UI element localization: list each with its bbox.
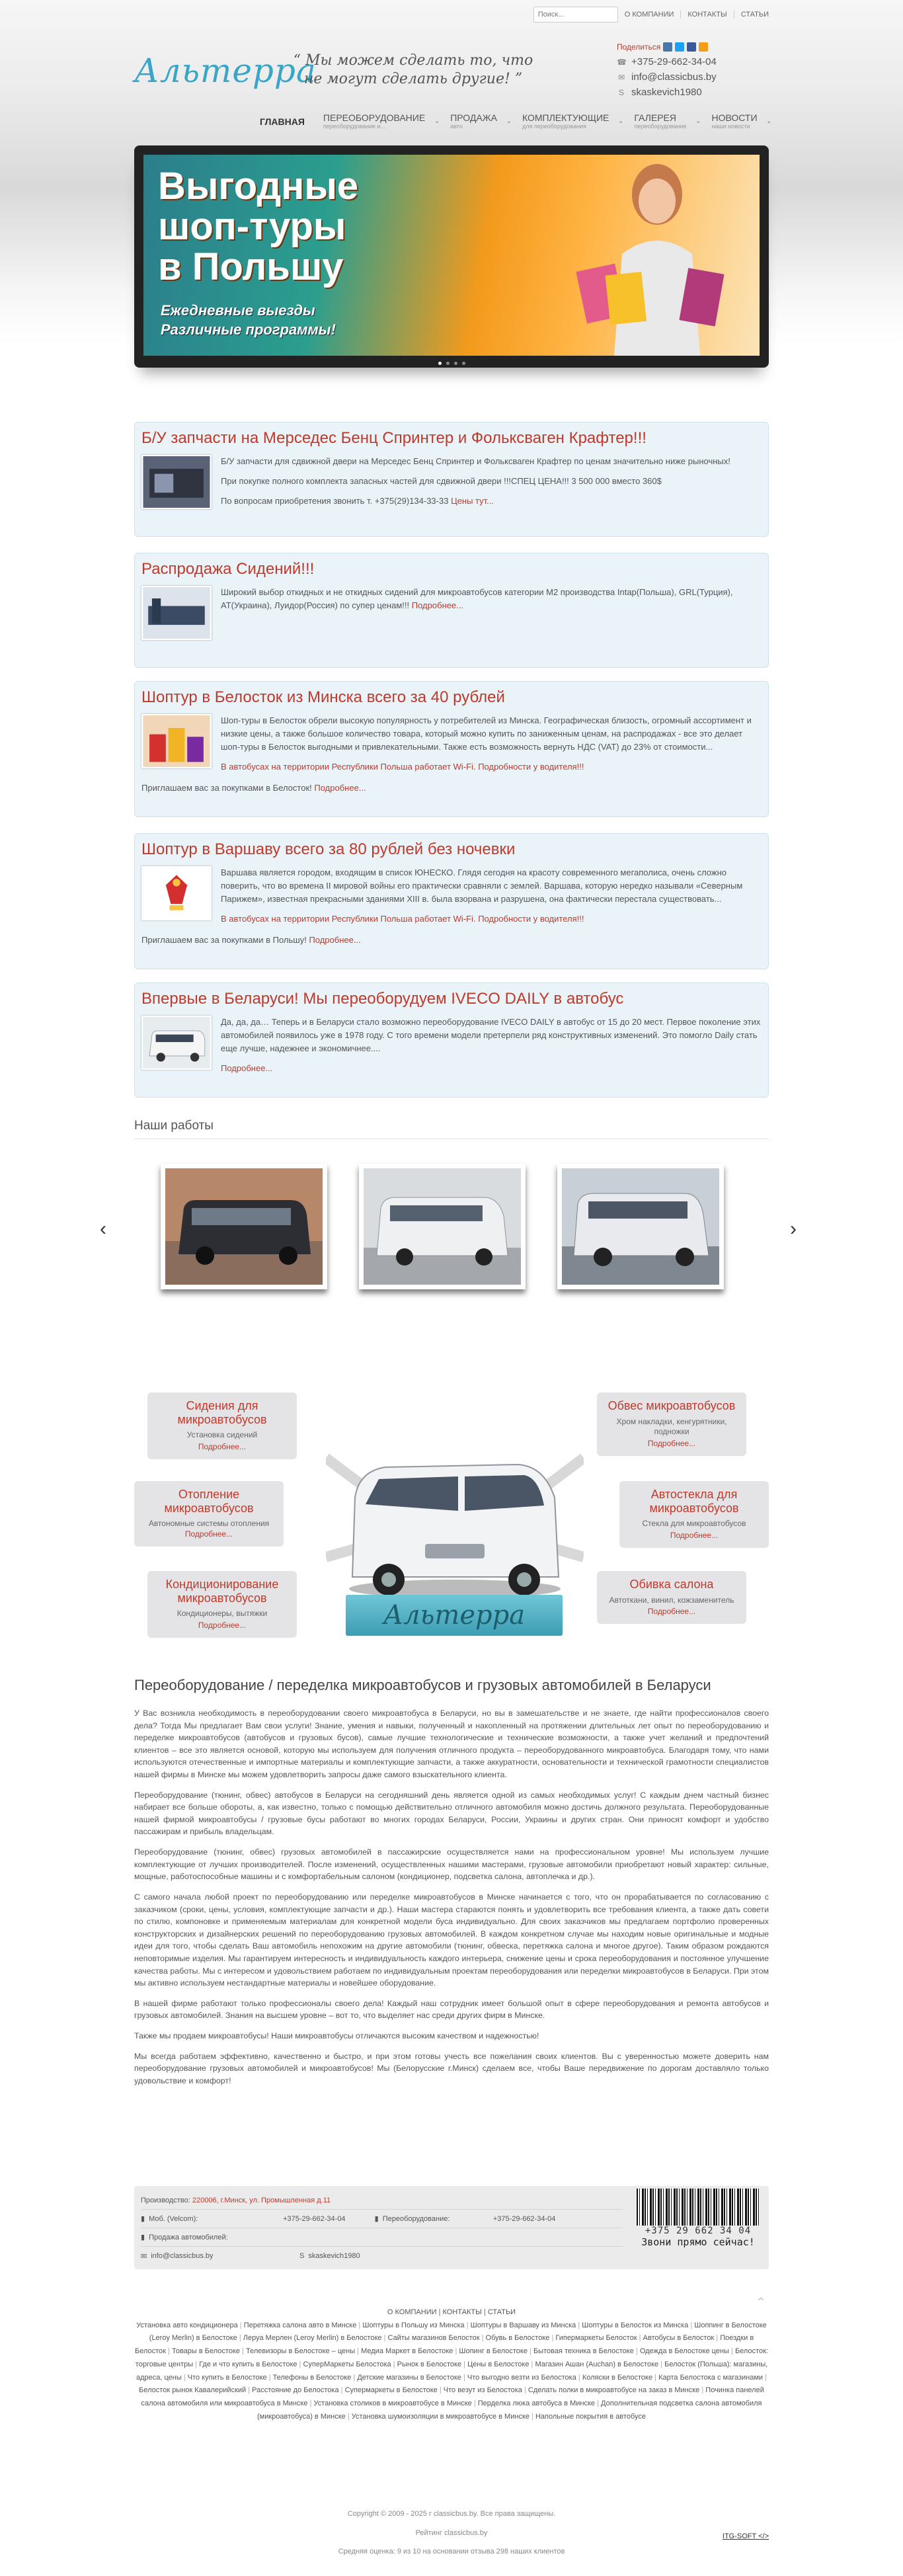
footer-seo-link[interactable]: Карта Белостока с магазинами | [658,2374,767,2382]
news-text: Б/У запчасти для сдвижной двери на Мерседес Бенц Спринтер и Фольксваген Крафтер по ценам значительно ниже рыночных! [221,456,730,466]
footer-seo-link[interactable]: Рынок в Белостоке | [397,2360,467,2368]
developer-link[interactable]: ITG-SOFT </> [722,2532,769,2540]
footer-seo-link[interactable]: Белосток (Польша): магазины, адреса, цены | [136,2360,767,2382]
seo-paragraph: Переоборудование (тюнинг, обвес) автобусов в Беларуси на сегодняшний день является одной из самых необходимых услуг! С каждым днем частный бизнес набирает все больше обороты, а, как известно, только с помощью действительно отличного автомобиля можно достичь должного результата. Переоборудованные нашей фирмой микроавтобусы / грузовые бусы работают во многих городах Беларуси, России, Украины и других стран. Они приносят комфорт и удобство пассажирам и прибыль владельцам. [134,1790,769,1837]
footer-seo-link[interactable]: Расстояние до Белостока | [252,2386,344,2394]
nav-item-news[interactable] [703,112,773,130]
rating-line: Рейтинг classicbus.by [415,2528,488,2537]
footer-seo-link[interactable]: Цены в Белостоке | [467,2360,535,2368]
works-title: Наши работы [134,1119,214,1133]
service-title[interactable]: Сидения для микроавтобусов [177,1399,267,1426]
chevron-down-icon: ⌄ [766,118,772,125]
email-cell [141,2252,299,2261]
footer-seo-link[interactable]: Что купить в Белостоке | [188,2374,273,2382]
news-thumbnail[interactable] [141,866,212,920]
footer-top-links: О КОМПАНИИ | КОНТАКТЫ | СТАТЬИ [387,2308,516,2316]
skype-cell [299,2252,445,2260]
seo-text [134,1707,769,2095]
news-more-link[interactable]: Подробнее... [411,600,463,610]
footer-links [134,2306,769,2423]
mob-cell [141,2214,283,2223]
service-more-link[interactable]: Подробнее... [670,1530,719,1540]
slogan: “ Мы можем сделать то, что не могут сделать другие! ” [293,52,533,87]
slide-title-line: в Польшу [158,245,344,288]
news-text: Шоп-туры в Белосток обрели высокую популярность у потребителей из Минска. Географическая близость, огромный ассортимент и низкие цены, а также большое количество товара, который можно купить по заниженным ценам, на распродажах - все это делает шоп-туры в Белосток выгодными и привлекательными. Также есть возможность вернуть НДС (VAT) до 23% от стоимости... [221,715,752,752]
nav-label: ПЕРЕОБОРУДОВАНИЕ [323,112,426,123]
service-card[interactable] [147,1392,297,1459]
news-text: При покупке полного комплекта запасных частей для сдвижной двери !!!СПЕЦ ЦЕНА!!! 3 500 000 вместо 360$ [221,475,662,486]
phone-barcode [637,2189,760,2248]
nav-sub: наши новости [711,123,750,130]
service-desc: Установка сидений [186,1430,258,1440]
work-photo[interactable] [359,1164,526,1289]
seo-paragraph: В нашей фирме работают только профессионалы своего дела! Каждый наш сотрудник имеет большой опыт в сфере переоборудования и ремонта автобусов и грузовых автомобилей. Знания на высшем уровне – вот то, что выделяет нас среди других фирм в Минске. [134,1998,769,2021]
mobile-icon: ▮ [141,2234,145,2241]
slide-sub-line: Различные программы! [161,321,336,338]
skype-row [617,85,717,100]
phone-icon: ☎ [617,57,627,67]
footer-seo-link[interactable]: Одежда в Белостоке цены | [640,2347,735,2355]
twitter-icon[interactable] [675,42,684,52]
footer-seo-link[interactable]: Шоппинг в Белостоке (Leroy Merlin) в Белостоке | [149,2321,767,2343]
news-text: По вопросам приобретения звонить т. +375(29)134-33-33 [221,496,451,506]
service-desc: Автоткани, винил, кожзаменитель [609,1595,734,1605]
footer-seo-link[interactable]: Товары в Белостоке | [172,2347,246,2355]
wifi-notice: В автобусах на территории Республики Польша работает Wi-Fi. Подробности у водителя!!! [221,762,584,772]
header-phone[interactable]: +375-29-662-34-04 [631,56,717,67]
footer-seo-link[interactable]: Что выгодно везти из Белостока | [467,2374,582,2382]
footer-seo-link[interactable]: Шоптуры в Варшаву из Минска | [471,2321,582,2329]
footer-row [141,2228,623,2247]
footer-seo-link[interactable]: Телевизоры в Белостоке – цены | [246,2347,361,2355]
nav-item-gallery[interactable] [625,112,702,130]
slide-title-line: Выгодные [158,165,359,208]
news-text: Широкий выбор откидных и не откидных сидений для микроавтобусов категории М2 производства Intap(Польша), GRL(Турция), AT(Украина), Луидор(Россия) по супер ценам!!! [221,586,733,610]
footer-seo-link[interactable]: Бытовая техника в Белостоке | [533,2347,640,2355]
news-more-link[interactable]: Цены тут... [451,496,494,506]
nav-sub: переоборудование [634,123,687,130]
ribbon-logo: Альтерра [346,1595,563,1636]
service-title[interactable]: Обвес микроавтобусов [608,1399,736,1412]
footer-seo-link[interactable]: Шоптуры в Польшу из Минска | [362,2321,470,2329]
nav-item-sale[interactable] [441,112,513,130]
footer-seo-link[interactable]: Телефоны в Белостоке | [273,2374,358,2382]
header-skype[interactable]: skaskevich1980 [631,87,702,98]
footer-row [141,2247,623,2265]
toplink-contacts[interactable]: КОНТАКТЫ [687,11,727,19]
work-photo[interactable] [161,1164,327,1289]
footer-seo-link[interactable]: Перделка люка автобуса в Минске | [478,2399,601,2407]
news-item [134,983,769,1098]
copyright-line: Copyright © 2009 - 2025 г classicbus.by. Все права защищены. [347,2510,556,2518]
skype-icon: S [618,87,624,97]
news-item [134,833,769,969]
site-logo[interactable]: Альтерра [134,52,317,90]
footer-link-contacts[interactable]: КОНТАКТЫ [442,2308,482,2316]
nav-item-reequipment[interactable] [314,112,441,130]
reequip-phone[interactable]: +375-29-662-34-04 [492,2214,556,2223]
skype-icon: S [299,2252,305,2260]
carousel-next-button[interactable]: › [790,1218,797,1240]
production-address[interactable]: 220006, г.Минск, ул. Промышленная д.11 [192,2196,331,2204]
seo-paragraph: Переоборудование (тюнинг, обвес) грузовых автомобилей в пассажирские осуществляется нами на профессиональном уровне! Мы используем лучшие комплектующие от лучших производителей. После изменений, осуществленных нашими мастерами, грузовые автомобили приобретают новый характер: сильные, мощные, работоспособные машины и с комфортабельным салоном (кондиционер, подсветка салона, автоплечка и др.). [134,1847,769,1882]
news-more-link[interactable]: Подробнее... [309,935,361,946]
seo-title: Переоборудование / переделка микроавтобусов и грузовых автомобилей в Беларуси [134,1677,711,1693]
chevron-down-icon: ⌄ [506,118,512,125]
footer-seo-link[interactable]: Гипермаркеты Белосток | [555,2334,643,2342]
reequip-cell [348,2214,493,2223]
nav-item-parts[interactable] [513,112,625,130]
footer-seo-link[interactable]: Дополнительная подсветка салона автомобиля (микроавтобуса) в Минске | [257,2399,762,2421]
slide-title-line: шоп-туры [158,204,346,248]
production-label: Производство: [141,2196,190,2204]
hero-slider[interactable] [134,145,769,368]
service-more-link[interactable]: Подробнее... [198,1620,247,1630]
footer-seo-links [134,2319,769,2424]
chevron-down-icon: ⌄ [434,118,440,125]
slide[interactable] [143,155,760,356]
footer-seo-link[interactable]: Сайты магазинов Белосток | [388,2334,486,2342]
mobile-icon: ▮ [374,2215,379,2223]
service-title[interactable]: Кондиционирование микроавтобусов [165,1578,279,1605]
barcode-image [637,2189,760,2226]
news-title[interactable]: Впервые в Беларуси! Мы переоборудуем IVECO DAILY в автобус [141,990,624,1008]
reequip-label: Переоборудование: [382,2214,450,2223]
carousel-prev-button[interactable]: ‹ [100,1218,106,1240]
seo-paragraph: Также мы продаем микроавтобусы! Наши микроавтобусы отличаются высоким качеством и надежностью! [134,2031,539,2041]
news-text: Да, да, да… Теперь и в Беларуси стало возможно переоборудование IVECO DAILY в автобус от 15 до 20 мест. Первое поколение этих автомобилей появилось уже в 1978 году. С того времени модели претерпели ряд конструктивных изменений. Это помогло Daily стать еще лучше, надежнее и экономичнее.... [221,1016,761,1054]
service-card[interactable] [597,1392,746,1456]
news-text: Варшава является городом, входящим в список ЮНЕСКО. Глядя сегодня на красоту современного мегаполиса, очень сложно поверить, что во времена II мировой войны его практически сравняли с землей. Варшава, которую нередко называли «Северным Парижем», известная прекрасными зданиями XIII в. была взорвана и разрушена, она фактически перестала существовать... [221,867,743,905]
seo-paragraph: У Вас возникла необходимость в переоборудовании своего микроавтобуса в Беларуси, но вы в замешательстве и не знаете, где найти профессионалов своего дела? Тогда Мы предлагает Вам свои услуги! Знание, умения и навыки, полученный и накопленный на протяжении длительных лет опыт по переоборудованию и переделке микроавтобусов (автобусов и грузовых бусов), самые лучшие технологические и технические возможности, а также учет желаний и предпочтений клиентов – все это является основой, которую мы используем для получения отличного продукта – переоборудованного микроавтобуса. Благодаря тому, что нами используются отечественные и импортные материалы и комплектующие запчасти, а также аккуратности, основательности и технической грамотности специалистов нашей фирмы в Минске мы можем удовлетворить запросы даже самого взыскательного клиента. [134,1709,769,1780]
nav-label: КОМПЛЕКТУЮЩИЕ [522,112,609,123]
search-input[interactable] [533,7,618,22]
service-desc: Кондиционеры, вытяжки [177,1609,268,1619]
slider-pagination [134,362,769,365]
nav-label: ГЛАВНАЯ [260,116,305,127]
email-row [617,69,717,85]
footer-row [141,2210,623,2228]
news-title[interactable]: Шоптур в Белосток из Минска всего за 40 рублей [141,688,505,706]
footer-seo-link[interactable]: Автобусы в Белосток | [643,2334,721,2342]
footer-seo-link[interactable]: Детские магазины в Белостоке | [357,2374,467,2382]
news-thumbnail[interactable] [141,455,212,509]
nav-item-home[interactable] [251,112,314,130]
nav-label: ГАЛЕРЕЯ [634,112,676,123]
nav-sub: переоборудование и... [323,123,386,130]
service-desc: Хром накладки, кенгурятники, подножки [616,1416,727,1437]
work-photo[interactable] [557,1164,724,1289]
odnoklassniki-icon[interactable] [699,42,708,52]
seo-paragraph: Мы всегда работаем эффективно, качественно и быстро, и при этом готовы учесть все пожелания своих клиентов. Вы с уверенностью можете доверить нам переоборудование грузовых автомобилей и микроавтобусов! Мы (Белорусские г.Минск) сделаем все, чтобы Ваше передвижение по дорогам доставляло только удовольствие и комфорт! [134,2051,769,2085]
footer-seo-link[interactable]: СуперМаркеты Белостока | [303,2360,397,2368]
service-card[interactable] [619,1481,769,1548]
news-thumbnail[interactable] [141,586,212,640]
main-nav [251,112,773,130]
footer-seo-link[interactable]: Шоптуры в Белосток из Минска | [582,2321,694,2329]
share-label: Поделиться [617,42,661,52]
news-title[interactable]: Шоптур в Варшаву всего за 80 рублей без ночевки [141,840,516,858]
slide-subtitle [161,302,336,339]
footer-row [141,2191,623,2210]
facebook-icon[interactable] [687,42,696,52]
news-item [134,681,769,817]
footer-seo-link[interactable]: Напольные покрытия в автобусе [535,2412,646,2421]
divider [680,11,681,19]
toplink-about[interactable]: О КОМПАНИИ [624,11,674,19]
sale-label: Продажа автомобилей: [149,2233,228,2241]
service-desc-text: Автономные системы отопления [148,1519,270,1529]
service-desc: Стекла для микроавтобусов [642,1519,746,1529]
news-more-link[interactable]: Подробнее... [314,783,366,793]
header-email[interactable]: info@classicbus.by [631,71,717,83]
footer-skype[interactable]: skaskevich1980 [308,2252,360,2260]
service-card[interactable] [147,1571,297,1638]
footer-seo-link[interactable]: Леруа Мерлен (Leroy Merlin) в Белостоке | [243,2334,388,2342]
news-more-link[interactable]: Подробнее... [221,1063,273,1074]
footer-link-about[interactable]: О КОМПАНИИ [387,2308,437,2316]
chevron-down-icon: ⌄ [695,118,701,125]
footer-seo-link[interactable]: Обувь в Белостоке | [486,2334,556,2342]
mobile-icon: ▮ [141,2215,145,2223]
service-title[interactable]: Автостекла для микроавтобусов [649,1488,739,1515]
news-title[interactable]: Распродажа Сидений!!! [141,560,315,578]
footer-seo-link[interactable]: Медиа Маркет в Белостоке | [361,2347,459,2355]
footer-seo-link[interactable]: Магазин Ашан (Auchan) в Белостоке | [535,2360,664,2368]
service-title[interactable]: Обивка салона [629,1578,714,1591]
footer-seo-link[interactable]: Белосток: торговые центры | [136,2347,768,2368]
mail-icon: ✉ [141,2252,147,2261]
footer-seo-link[interactable]: Супермаркеты в Белостоке | [345,2386,444,2394]
nav-sub: для переоборудования [522,123,586,130]
news-item [134,553,769,668]
service-card[interactable] [597,1571,746,1624]
toplink-articles[interactable]: СТАТЬИ [740,11,769,19]
footer-link-articles[interactable]: СТАТЬИ [487,2308,516,2316]
slider-dot[interactable] [446,362,450,365]
work-photo-image [364,1168,521,1285]
barcode-caption: Звони прямо сейчас! [641,2236,755,2248]
news-thumbnail[interactable] [141,1016,212,1070]
work-photo-image [165,1168,323,1285]
phone-row [617,54,717,69]
slide-title [158,167,358,288]
shopping-woman-image [568,155,733,356]
footer-seo-link[interactable]: Сделать полки в микроавтобусе на заказ в Минске | [528,2386,705,2394]
vk-icon[interactable] [663,42,672,52]
mail-icon: ✉ [617,72,625,82]
service-more-link[interactable]: Подробнее... [647,1438,696,1448]
service-title[interactable]: Отопление микроавтобусов [164,1488,254,1515]
mob-phone[interactable]: +375-29-662-34-04 [283,2214,346,2223]
work-photo-image [562,1168,719,1285]
footer-seo-link[interactable]: Установка авто кондиционера | [136,2321,244,2329]
footer-seo-link[interactable]: Починка панелей салона автомобиля или микроавтобуса в Минске | [141,2386,764,2407]
service-more-link[interactable]: Подробнее... [184,1529,233,1539]
service-more-link[interactable]: Подробнее... [647,1607,696,1617]
seo-paragraph: С самого начала любой проект по переоборудованию или переделке микроавтобусов в Минске начинается с того, что он прорабатывается по согласованию с заказчиком (сроки, цены, условия, комплектующие запчасти и др.). Наши мастера стараются понять и удовлетворить все требования клиента, а также дать совети по стилю, компоновке и применяемым материалам для конкретной модели буса индивидуально. Для своих заказчиков мы предлагаем портфолио проверенных конструкторских и дизайнерских решений по переоборудованию грузовых автомобилей. В каждом конкретном случае мы находим новые оригинальные и модные идеи для того, чтобы сделать Ваш автомобиль непохожим на другие автомобили (тюнинг, обвеска, перетяжка салона и многое другое). Таким образом рождаются неповторимые изделия. Мы гарантируем интересность и индивидуальность каждого интерьера, снижение цены и срока переоборудования и постоянное улучшение качества работы. Мы с интересом и удовольствием работаем по индивидуальным проектам переоборудования или переделки микроавтобусов в Беларуси. При этом мы активно используем нестандартные материалы и новейшее оборудование. [134,1892,769,1988]
top-bar [533,7,769,22]
footer-seo-link[interactable]: Поездки в Белосток | [135,2334,754,2355]
rating-summary: Средняя оценка: 9 из 10 на основании отзыва 298 наших клиентов [338,2548,565,2556]
footer-seo-link[interactable]: Белосток рынок Кавалерийский | [139,2386,252,2394]
footer-seo-link[interactable]: Установка столиков в микроавтобусе в Минске | [314,2399,478,2407]
footer-seo-link[interactable]: Установка шумоизоляции в микроавтобусе в Минске | [352,2413,535,2421]
mob-label: Моб. (Velcom): [149,2214,198,2223]
chevron-down-icon: ⌄ [618,118,624,125]
footer-seo-link[interactable]: Что везут из Белостока | [444,2386,528,2394]
slider-dot[interactable] [454,362,457,365]
news-item [134,422,769,537]
slide-sub-line: Ежедневные выезды [161,302,315,319]
sale-cell [141,2233,286,2241]
nav-label: ПРОДАЖА [450,112,497,123]
nav-sub: авто [450,123,463,130]
news-title[interactable]: Б/У запчасти на Мерседес Бенц Спринтер и Фольксваген Крафтер!!! [141,429,647,447]
share-block [617,42,717,52]
service-card[interactable] [134,1481,284,1547]
nav-label: НОВОСТИ [711,112,758,123]
news-after-text: Приглашаем вас за покупками в Польшу! [141,935,309,946]
header-contacts [617,42,717,100]
footer-email[interactable]: info@classicbus.by [151,2252,214,2260]
service-more-link[interactable]: Подробнее... [198,1441,247,1451]
barcode-number: +375 29 662 34 04 [645,2226,752,2236]
scroll-top-icon[interactable]: ⌃ [755,2296,767,2310]
slider-dot[interactable] [462,362,465,365]
news-after-text: Приглашаем вас за покупками в Белосток! [141,783,315,793]
slider-dot[interactable] [438,362,442,365]
news-thumbnail[interactable] [141,714,212,768]
wifi-notice: В автобусах на территории Республики Польша работает Wi-Fi. Подробности у водителя!!! [221,914,584,924]
footer-seo-link[interactable]: Перетяжка салона авто в Минске | [244,2321,363,2329]
copyright [134,2505,769,2561]
footer-seo-link[interactable]: Коляски в Белостоке | [582,2374,658,2382]
service-desc [139,1519,278,1539]
footer-seo-link[interactable]: Шопинг в Белостоке | [459,2347,533,2355]
footer-seo-link[interactable]: Где и что купить в Белостоке | [199,2360,303,2368]
